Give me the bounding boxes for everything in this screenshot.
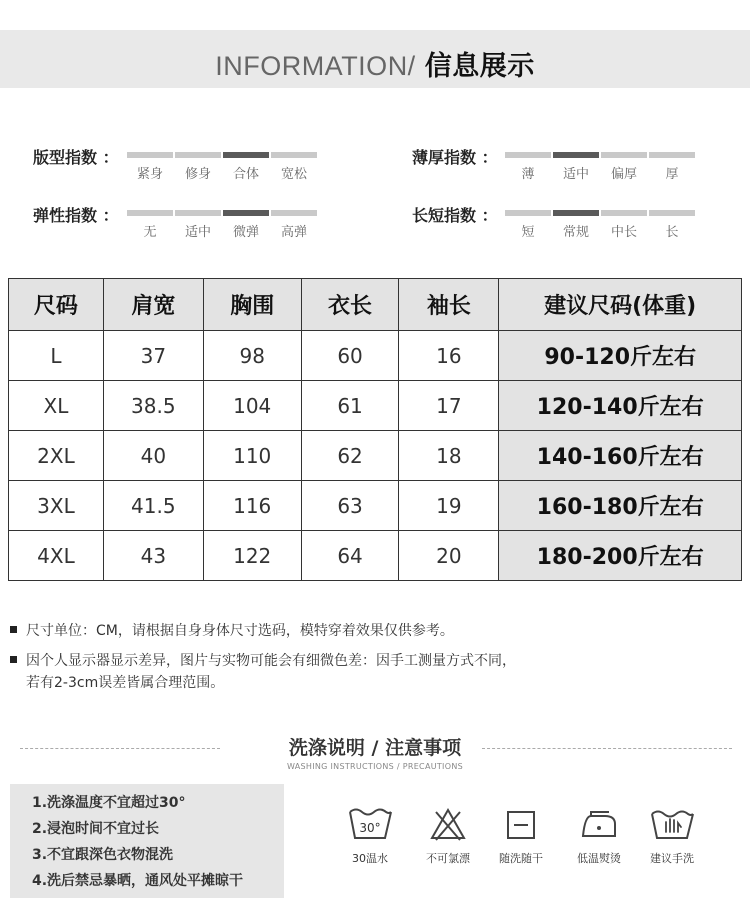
index-option: 短 xyxy=(521,225,535,240)
note-color xyxy=(10,650,516,694)
cell-length: 63 xyxy=(301,481,399,531)
title-en: INFORMATION/ xyxy=(215,51,416,81)
wash-30-icon xyxy=(347,806,393,842)
cell-shoulder: 41.5 xyxy=(103,481,203,531)
no-bleach-icon xyxy=(428,806,468,842)
col-header: 袖长 xyxy=(399,279,499,331)
cell-chest: 98 xyxy=(203,331,301,381)
table-row xyxy=(9,531,742,581)
wash-item: 2.浸泡时间不宜过长 xyxy=(32,821,160,837)
care-wash-30 xyxy=(330,806,410,866)
index-option: 宽松 xyxy=(280,167,307,182)
table-row xyxy=(9,481,742,531)
col-header: 尺码 xyxy=(9,279,104,331)
note-text: 若有2-3cm误差皆属合理范围。 xyxy=(26,675,225,691)
index-option: 修身 xyxy=(184,167,211,182)
dry-icon xyxy=(503,806,539,842)
wash-subtitle: WASHING INSTRUCTIONS / PRECAUTIONS xyxy=(287,762,463,771)
size-table xyxy=(8,278,742,581)
cell-shoulder: 40 xyxy=(103,431,203,481)
cell-recommend: 140-160斤左右 xyxy=(499,431,742,481)
cell-length: 61 xyxy=(301,381,399,431)
index-option: 无 xyxy=(143,225,157,240)
wash-title: 洗涤说明 / 注意事项 xyxy=(288,737,462,759)
bullet-square-icon xyxy=(10,656,17,663)
index-option: 适中 xyxy=(184,225,211,240)
index-option: 薄 xyxy=(521,167,535,182)
cell-chest: 122 xyxy=(203,531,301,581)
cell-chest: 110 xyxy=(203,431,301,481)
index-option: 紧身 xyxy=(136,167,163,182)
index-option: 厚 xyxy=(665,167,679,182)
cell-sleeve: 20 xyxy=(399,531,499,581)
cell-sleeve: 16 xyxy=(399,331,499,381)
index-option: 常规 xyxy=(562,225,589,240)
cell-shoulder: 37 xyxy=(103,331,203,381)
wash-item: 1.洗涤温度不宜超过30° xyxy=(32,795,186,811)
index-option: 微弹 xyxy=(232,225,259,240)
cell-size: 2XL xyxy=(9,431,104,481)
cell-size: XL xyxy=(9,381,104,431)
index-option: 适中 xyxy=(562,167,589,182)
cell-length: 62 xyxy=(301,431,399,481)
cell-sleeve: 18 xyxy=(399,431,499,481)
note-text: 尺寸单位：CM，请根据自身身体尺寸选码，模特穿着效果仅供参考。 xyxy=(26,623,454,639)
index-option: 中长 xyxy=(610,225,637,240)
cell-sleeve: 19 xyxy=(399,481,499,531)
care-label: 30温水 xyxy=(352,852,388,865)
care-dry xyxy=(481,806,561,866)
care-hand-wash xyxy=(632,806,712,866)
cell-recommend: 90-120斤左右 xyxy=(499,331,742,381)
table-row xyxy=(9,381,742,431)
index-option: 偏厚 xyxy=(610,167,637,182)
table-row xyxy=(9,331,742,381)
low-iron-icon xyxy=(577,806,621,842)
index-option: 高弹 xyxy=(280,225,307,240)
care-low-iron xyxy=(559,806,639,866)
cell-chest: 116 xyxy=(203,481,301,531)
hand-wash-icon xyxy=(649,806,695,842)
table-header-row xyxy=(9,279,742,331)
col-header: 衣长 xyxy=(301,279,399,331)
col-header: 胸围 xyxy=(203,279,301,331)
index-option: 长 xyxy=(665,225,679,240)
bullet-square-icon xyxy=(10,626,17,633)
cell-chest: 104 xyxy=(203,381,301,431)
wash-temp: 30° xyxy=(359,821,381,835)
cell-sleeve: 17 xyxy=(399,381,499,431)
cell-size: 3XL xyxy=(9,481,104,531)
cell-recommend: 160-180斤左右 xyxy=(499,481,742,531)
cell-length: 64 xyxy=(301,531,399,581)
care-no-bleach xyxy=(408,806,488,866)
col-header: 建议尺码(体重) xyxy=(499,279,742,331)
index-label: 长短指数 ： xyxy=(412,206,498,225)
index-label: 薄厚指数 ： xyxy=(412,148,498,167)
index-label: 版型指数 ： xyxy=(33,148,119,167)
wash-item: 4.洗后禁忌暴晒，通风处平摊晾干 xyxy=(32,873,244,889)
cell-size: L xyxy=(9,331,104,381)
care-label: 不可氯漂 xyxy=(426,852,470,865)
page-title xyxy=(0,44,750,83)
index-option: 合体 xyxy=(232,167,259,182)
table-row xyxy=(9,431,742,481)
wash-instructions-box xyxy=(10,784,284,898)
care-label: 建议手洗 xyxy=(650,852,694,865)
note-text: 因个人显示器显示差异，图片与实物可能会有细微色差：因手工测量方式不同， xyxy=(26,653,516,669)
care-label: 低温熨烫 xyxy=(577,852,621,865)
cell-length: 60 xyxy=(301,331,399,381)
cell-shoulder: 38.5 xyxy=(103,381,203,431)
col-header: 肩宽 xyxy=(103,279,203,331)
cell-recommend: 120-140斤左右 xyxy=(499,381,742,431)
care-label: 随洗随干 xyxy=(499,852,543,865)
note-unit xyxy=(10,620,454,642)
cell-recommend: 180-200斤左右 xyxy=(499,531,742,581)
cell-size: 4XL xyxy=(9,531,104,581)
cell-shoulder: 43 xyxy=(103,531,203,581)
wash-item: 3.不宜跟深色衣物混洗 xyxy=(32,847,174,863)
index-label: 弹性指数 ： xyxy=(33,206,119,225)
title-zh: 信息展示 xyxy=(424,51,535,82)
